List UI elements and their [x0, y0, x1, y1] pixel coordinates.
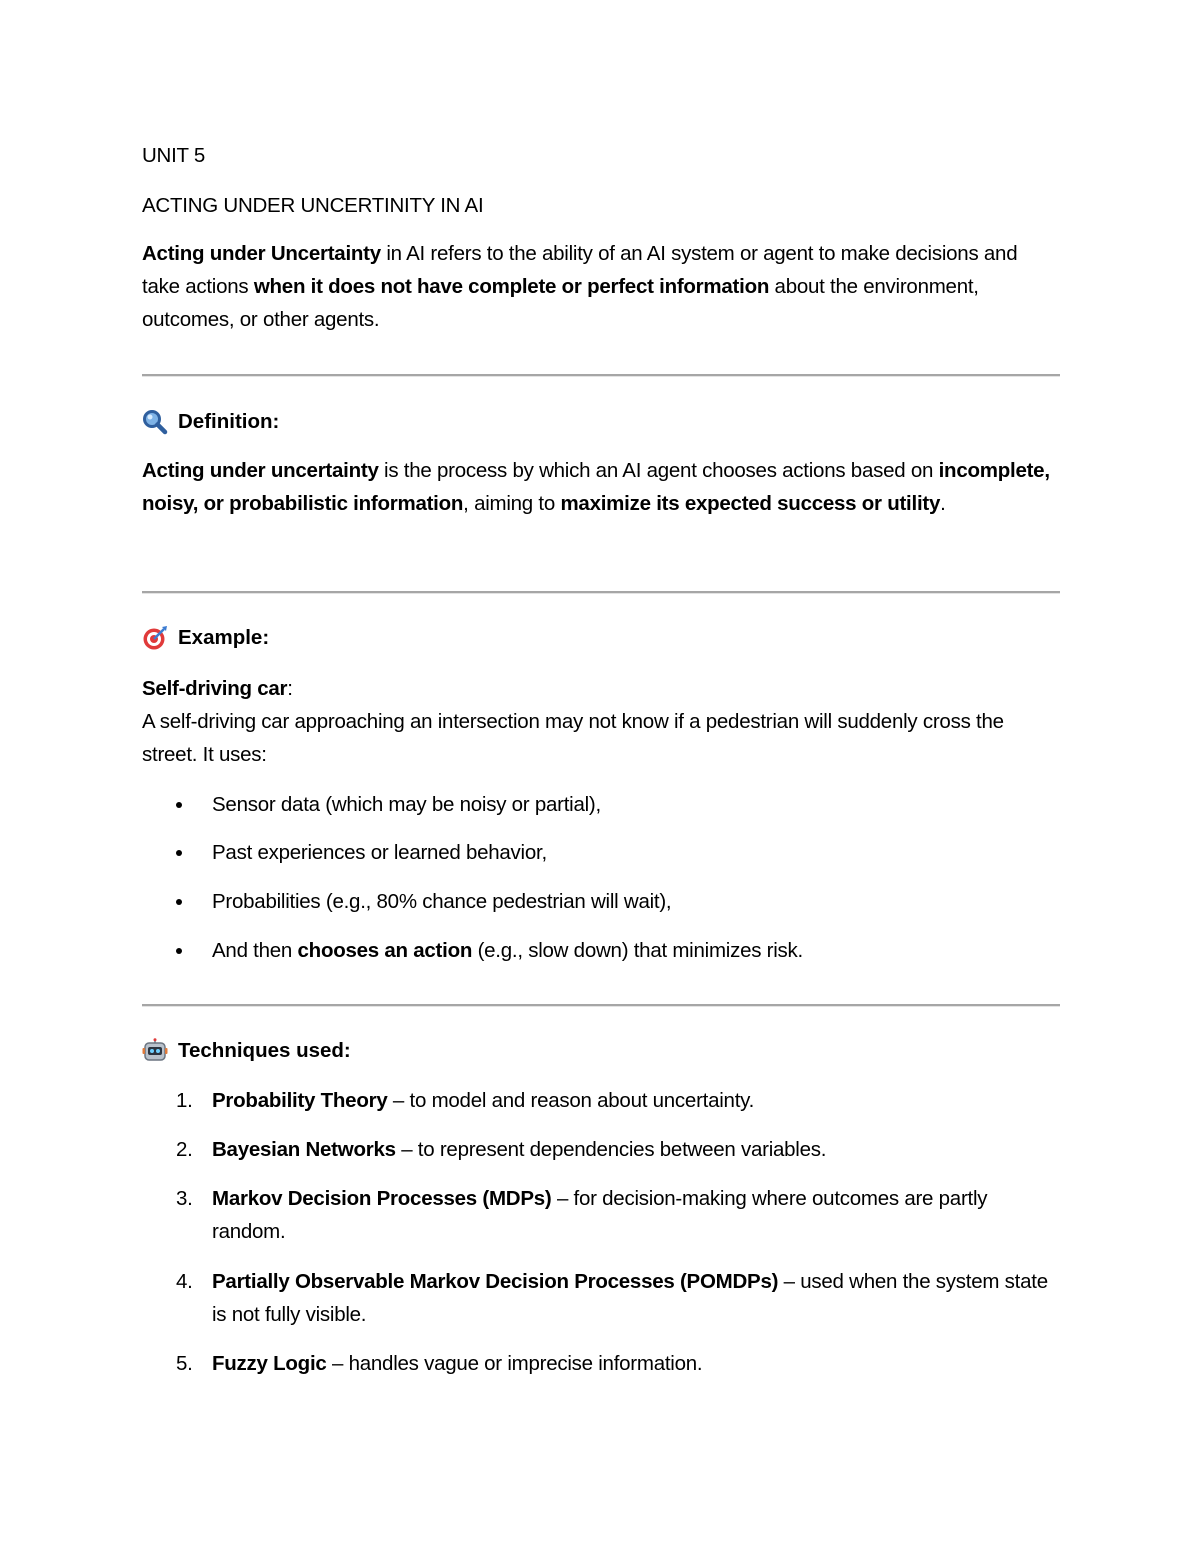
bullet-bold: chooses an action — [297, 939, 473, 962]
robot-icon — [142, 1038, 168, 1064]
item-text — [212, 1347, 1060, 1380]
definition-heading — [142, 405, 1060, 438]
definition-bold-goal: maximize its expected success or utility — [560, 492, 941, 515]
bullet-dot — [176, 802, 182, 808]
bullet-dot — [176, 948, 182, 954]
item-text — [212, 1265, 1060, 1331]
unit-title: UNIT 5 — [142, 144, 206, 167]
example-subject-colon: : — [287, 677, 293, 700]
target-icon — [142, 625, 168, 651]
bullet-post: (e.g., slow down) that minimizes risk. — [472, 939, 803, 962]
main-heading: ACTING UNDER UNCERTINITY IN AI — [142, 194, 484, 217]
item-number: 5. — [176, 1352, 193, 1375]
item-desc: – to represent dependencies between variables. — [395, 1138, 827, 1161]
item-number: 2. — [176, 1138, 193, 1161]
intro-text-1: in AI refers to the ability of an AI system or agent to make decisions and take actions — [142, 242, 1018, 298]
definition-heading-label: Definition: — [178, 410, 280, 433]
definition-paragraph — [142, 454, 1060, 520]
intro-bold-term: Acting under Uncertainty — [142, 242, 381, 265]
bullet-text — [212, 934, 1060, 967]
intro-paragraph — [142, 237, 1060, 336]
definition-bold-info: incomplete, noisy, or probabilistic information — [142, 459, 1050, 515]
example-subject — [142, 672, 1060, 705]
bullet-dot — [176, 899, 182, 905]
item-text — [212, 1084, 1060, 1117]
example-heading — [142, 621, 1060, 654]
item-desc: – for decision-making where outcomes are partly random. — [212, 1187, 988, 1243]
definition-text-3: . — [940, 492, 946, 515]
item-bold: Bayesian Networks — [212, 1138, 396, 1161]
item-text — [212, 1133, 1060, 1166]
item-text — [212, 1182, 1060, 1248]
bullet-pre: And then — [212, 939, 298, 962]
item-number: 3. — [176, 1187, 193, 1210]
magnifying-glass-icon — [142, 409, 168, 435]
item-desc: – handles vague or imprecise information. — [326, 1352, 703, 1375]
divider-3 — [142, 1004, 1060, 1007]
intro-text-2: about the environment, outcomes, or other agents. — [142, 275, 979, 331]
techniques-heading-label: Techniques used: — [178, 1039, 351, 1062]
divider-2 — [142, 591, 1060, 594]
definition-text-2: , aiming to — [463, 492, 561, 515]
item-bold: Probability Theory — [212, 1089, 388, 1112]
divider-1 — [142, 374, 1060, 377]
definition-text-1: is the process by which an AI agent chooses actions based on — [378, 459, 939, 482]
bullet-text: Sensor data (which may be noisy or partial), — [212, 793, 601, 816]
bullet-text: Past experiences or learned behavior, — [212, 841, 547, 864]
bullet-dot — [176, 850, 182, 856]
item-bold: Partially Observable Markov Decision Processes (POMDPs) — [212, 1270, 779, 1293]
bullet-text: Probabilities (e.g., 80% chance pedestrian will wait), — [212, 890, 672, 913]
techniques-heading — [142, 1034, 1060, 1067]
example-description: A self-driving car approaching an intersection may not know if a pedestrian will suddenly cross the street. It uses: — [142, 710, 1004, 766]
item-number: 1. — [176, 1089, 193, 1112]
example-subject-bold: Self-driving car — [142, 677, 288, 700]
item-bold: Fuzzy Logic — [212, 1352, 327, 1375]
definition-bold-term: Acting under uncertainty — [142, 459, 379, 482]
item-bold: Markov Decision Processes (MDPs) — [212, 1187, 552, 1210]
item-desc: – to model and reason about uncertainty. — [387, 1089, 755, 1112]
item-number: 4. — [176, 1270, 193, 1293]
example-heading-label: Example: — [178, 626, 270, 649]
item-desc: – used when the system state is not fully visible. — [212, 1270, 1048, 1326]
intro-bold-phrase: when it does not have complete or perfect information — [253, 275, 770, 298]
